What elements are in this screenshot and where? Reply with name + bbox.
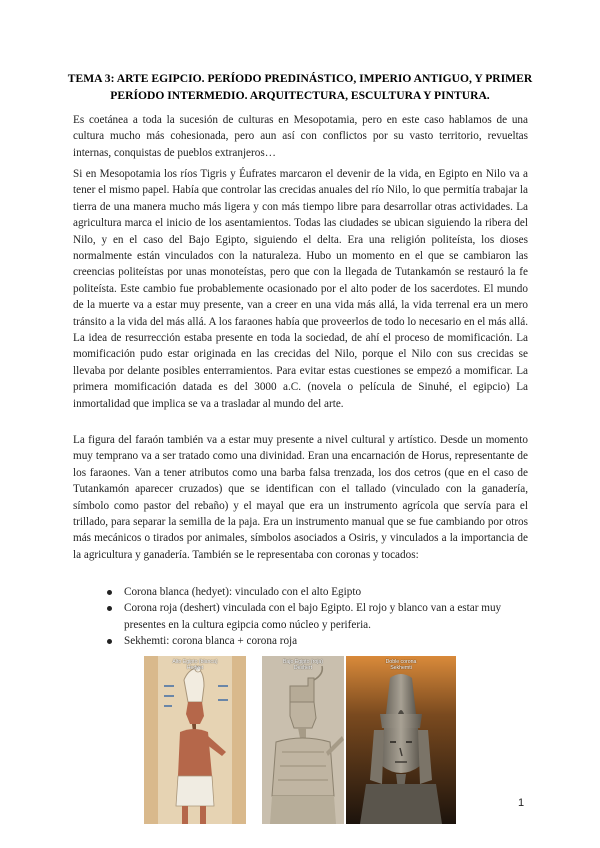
figure-red-crown: [262, 656, 344, 824]
figure-caption: Doble corona Sekhemti: [385, 659, 417, 671]
crowns-list: [104, 584, 524, 650]
list-item: Corona blanca (hedyet): vinculado con el alto Egipto: [104, 584, 524, 600]
paragraph-intro: Es coetánea a toda la sucesión de culturas en Mesopotamia, pero en este caso hablamos de una cultura mucho más cohesionada, pero aun así con conflictos por su vasto territorio, revueltas internas, conquistas de pueblos extranjeros…: [73, 114, 528, 159]
page-number: 1: [518, 797, 525, 809]
figure-caption: Alto Egipto (blanca) Hedyet: [172, 659, 218, 671]
list-item: Corona roja (deshert) vinculada con el bajo Egipto. El rojo y blanco van a estar muy presentes en la cultura egipcia como núcleo y periferia.: [104, 600, 524, 633]
list-item: Sekhemti: corona blanca + corona roja: [104, 633, 524, 649]
page-title: TEMA 3: ARTE EGIPCIO. PERÍODO PREDINÁSTICO, IMPERIO ANTIGUO, Y PRIMER PERÍODO INTERMEDIO. ARQUITECTURA, ESCULTURA Y PINTURA.: [67, 72, 533, 102]
figure-caption: Bajo Egipto (roja) Deshert: [282, 659, 324, 671]
paragraph-pharaoh: La figura del faraón también va a estar muy presente a nivel cultural y artístico. Desde un momento muy temprano va a ser tratado como una divinidad. Eran una encarnación de Horus, representante de los faraones. Van a tener atributos como una barba falsa trenzada, los dos cetros (que en el caso de Tutankamón aparecer cruzados) que se identifican con el tallado (vinculado con la ganadería, símbolo como pastor del rebaño) y el mayal que era un instrumento agrícola que servía para el trillado, para separar la semilla de la paja. Era un instrumento manual que se fue cambiando por otros más mecánicos o tirados por animales, símbolos asociados a Osiris, y vinculados a la importancia de la agricultura y ganadería. También se le representaba con coronas y tocados:: [73, 434, 528, 561]
red-crown-image: [262, 656, 344, 824]
paragraph-nile: Si en Mesopotamia los ríos Tigris y Éufrates marcaron el devenir de la vida, en Egipto en Nilo va a tener el mismo papel. Había que controlar las crecidas anuales del río Nilo, lo que permitía trabajar la tierra de una manera mucho más ligera y con más tiempo libre para desarrollar otras actividades. La agricultura marca el inicio de los asentamientos. Todas las ciudades se ubican siguiendo la ribera del Nilo, y en el caso del Bajo Egipto, siguiendo el delta. Era una religión politeísta, los dioses normalmente están vinculados con la naturaleza. Hubo un momento en el que se cambiaron las creencias politeístas por unas monoteístas, pero que con la llegada de Tutankamón se restauró la fe politeísta. Este cambio fue probablemente ocasionado por el alto poder de los sacerdotes. El mundo de la muerte va a estar muy presente, van a creer en una vida más allá, la vida terrenal era un mero tránsito a la vida del más allá. A los faraones había que proveerlos de todo lo necesario en el más allá. La idea de resurrección estaba presente en toda la sociedad, de ahí el proceso de momificación. La momificación pudo estar originada en las crecidas del Nilo, porque el Nilo con sus crecidas se llevaba por delante posibles enterramientos. Para evitar estas cuestiones se empezó a momificar. La primera momificación datada es del 3000 a.C. (novela o película de Sinuhé, el egipcio) La inmortalidad que implica se va a trasladar al mundo del arte.: [73, 168, 528, 410]
double-crown-image: [346, 656, 456, 824]
figure-white-crown: [144, 656, 246, 824]
figure-double-crown: [346, 656, 456, 824]
white-crown-image: [144, 656, 246, 824]
